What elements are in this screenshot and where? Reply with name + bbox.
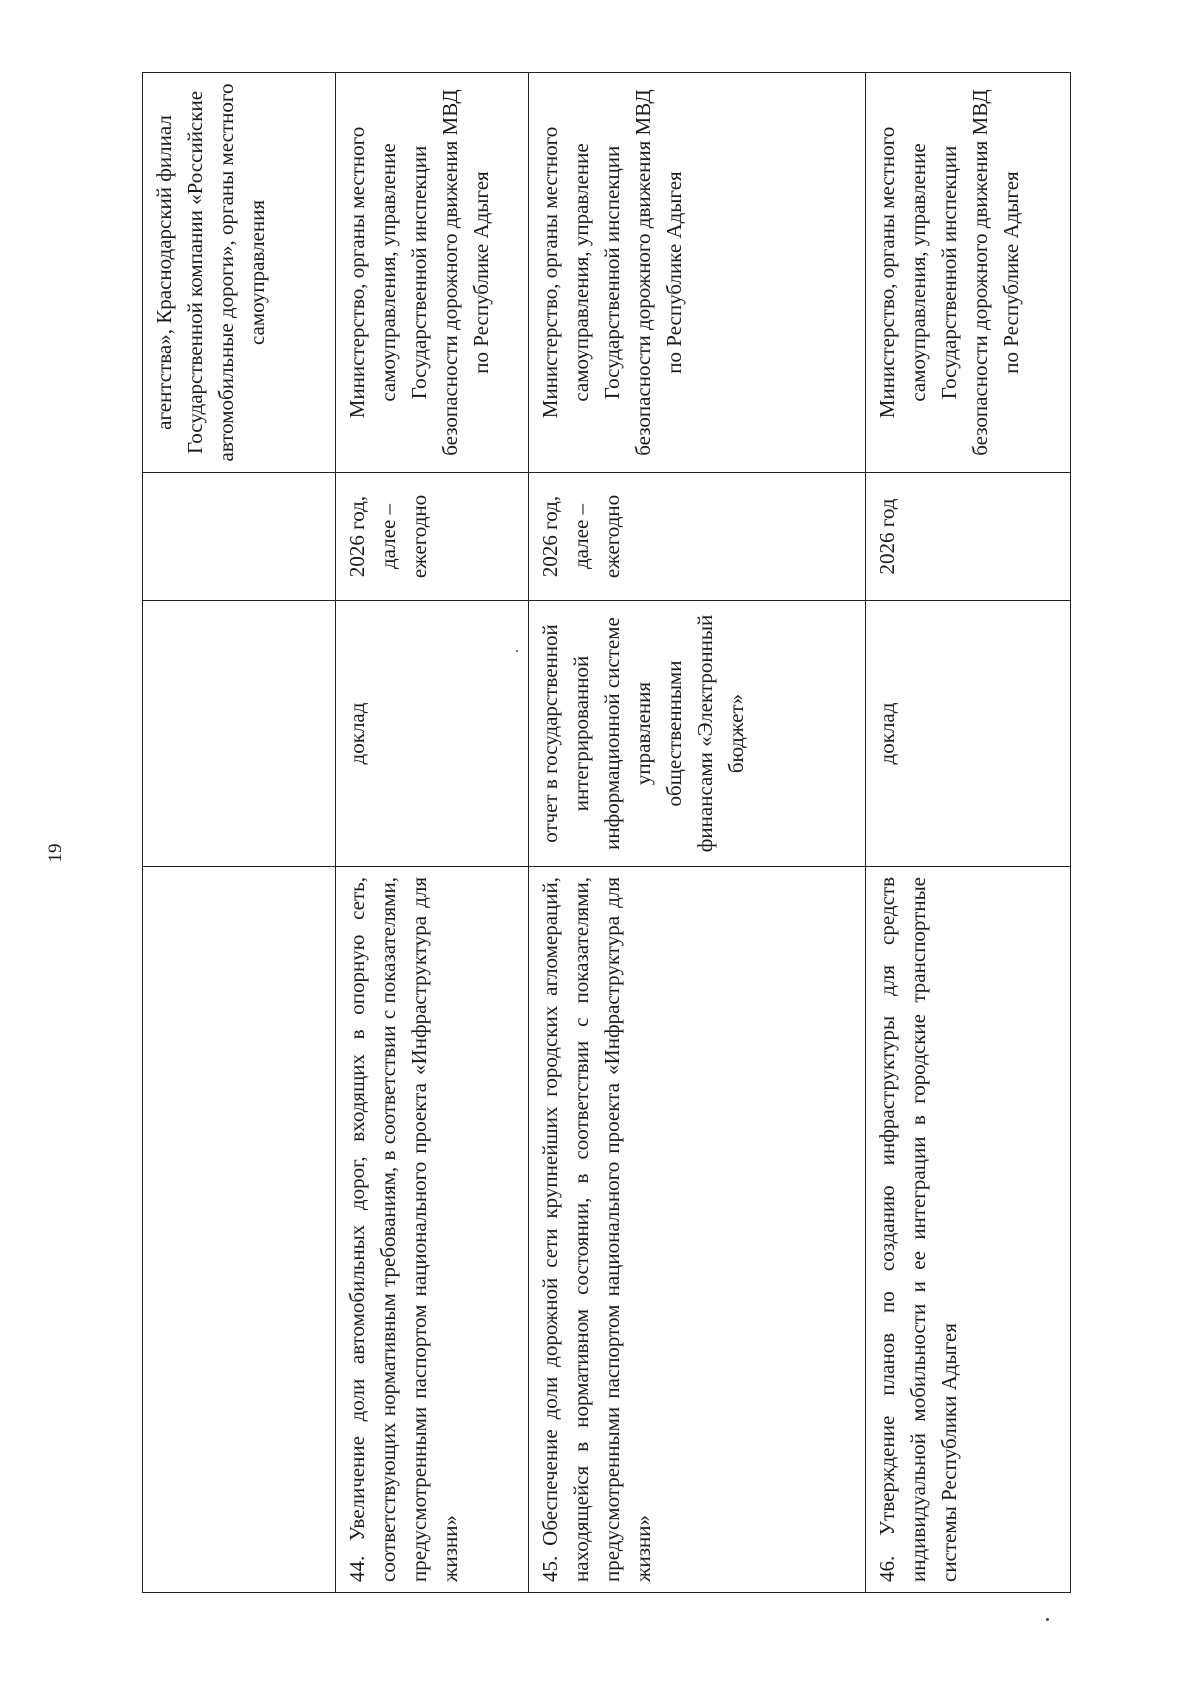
responsible-cell: Министерство, органы местного самоуправления, управление Государственной инспекции безопасности дорожного движения МВД по Республике Адыгея xyxy=(336,73,529,473)
table-row xyxy=(529,73,866,1593)
table-row xyxy=(336,73,529,1593)
responsible-cell: Министерство, органы местного самоуправления, управление Государственной инспекции безопасности дорожного движения МВД по Республике Адыгея xyxy=(529,73,866,473)
action-plan-table xyxy=(142,72,1071,1593)
table-row xyxy=(866,73,1071,1593)
action-cell: 45. Обеспечение доли дорожной сети крупнейших городских агломераций, находящейся в нормативном состоянии, в соответствии с показателями, предусмотренными паспортом национального проекта «Инфраструктура для жизни» xyxy=(529,867,866,1593)
deadline-cell: 2026 год, далее – ежегодно xyxy=(529,473,866,601)
reporting-form-cell xyxy=(143,601,336,867)
deadline-cell: 2026 год, далее – ежегодно xyxy=(336,473,529,601)
action-cell: 44. Увеличение доли автомобильных дорог, входящих в опорную сеть, соответствующих нормативным требованиям, в соответствии с показателями, предусмотренными паспортом национального проекта «Инфраструктура для жизни» xyxy=(336,867,529,1593)
scan-speck xyxy=(516,650,518,652)
deadline-cell: 2026 год xyxy=(866,473,1071,601)
table-row xyxy=(143,73,336,1593)
scan-speck xyxy=(1046,1618,1049,1621)
responsible-cell: Министерство, органы местного самоуправления, управление Государственной инспекции безопасности дорожного движения МВД по Республике Адыгея xyxy=(866,73,1071,473)
action-cell xyxy=(143,867,336,1593)
responsible-cell: агентства», Краснодарский филиал Государственной компании «Российские автомобильные дороги», органы местного самоуправления xyxy=(143,73,336,473)
page-number: 19 xyxy=(45,843,66,863)
rotated-page-content xyxy=(142,73,1094,1593)
action-cell: 46. Утверждение планов по созданию инфраструктуры для средств индивидуальной мобильности и ее интеграции в городские транспортные системы Республики Адыгея xyxy=(866,867,1071,1593)
deadline-cell xyxy=(143,473,336,601)
reporting-form-cell: отчет в государственной интегрированной информационной системе управления общественными финансами «Электронный бюджет» xyxy=(529,601,866,867)
reporting-form-cell: доклад xyxy=(866,601,1071,867)
reporting-form-cell: доклад xyxy=(336,601,529,867)
